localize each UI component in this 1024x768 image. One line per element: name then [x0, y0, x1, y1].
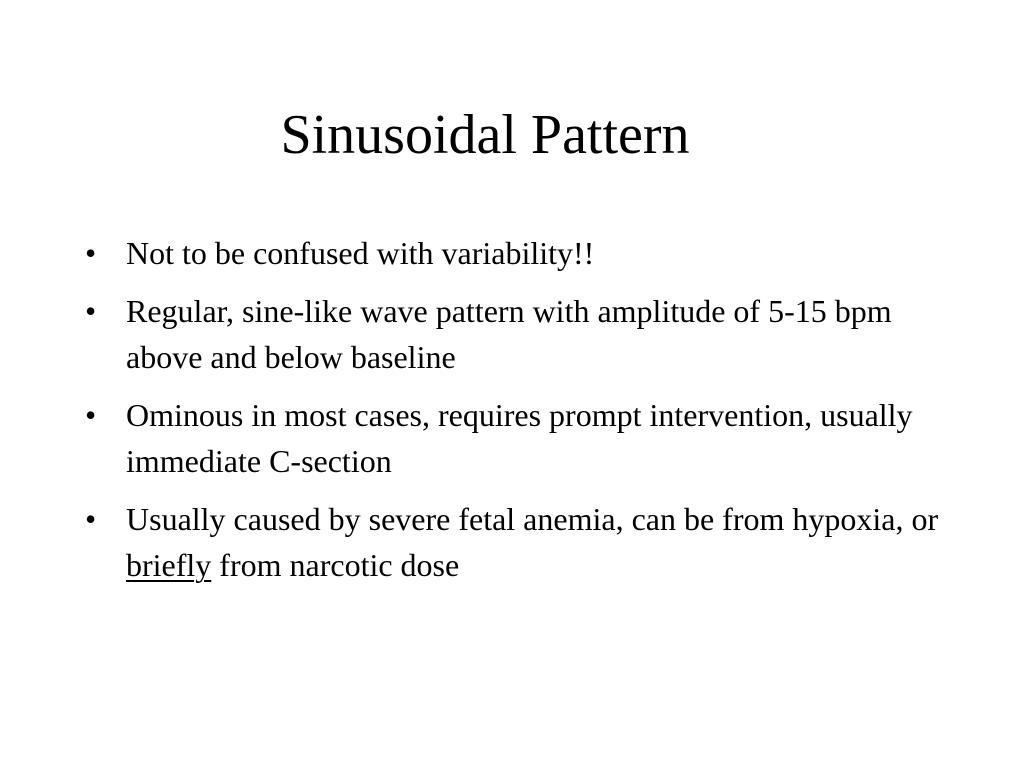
bullet-item	[85, 496, 945, 588]
bullet-text-before: Usually caused by severe fetal anemia, can be from hypoxia, or	[126, 501, 939, 537]
bullet-marker: •	[85, 235, 97, 271]
bullet-list	[85, 230, 945, 600]
bullet-item	[85, 392, 945, 484]
bullet-marker: •	[85, 501, 97, 537]
bullet-item	[85, 288, 945, 380]
bullet-text-after: from narcotic dose	[211, 547, 460, 583]
bullet-emphasis: briefly	[126, 547, 212, 583]
bullet-marker: •	[85, 293, 97, 329]
bullet-text: Ominous in most cases, requires prompt intervention, usually immediate C-section	[126, 397, 913, 479]
slide-title: Sinusoidal Pattern	[280, 104, 690, 166]
bullet-text: Regular, sine-like wave pattern with amplitude of 5-15 bpm above and below baseline	[126, 293, 892, 375]
bullet-text: Not to be confused with variability!!	[126, 235, 595, 271]
bullet-item	[85, 230, 945, 276]
bullet-marker: •	[85, 397, 97, 433]
